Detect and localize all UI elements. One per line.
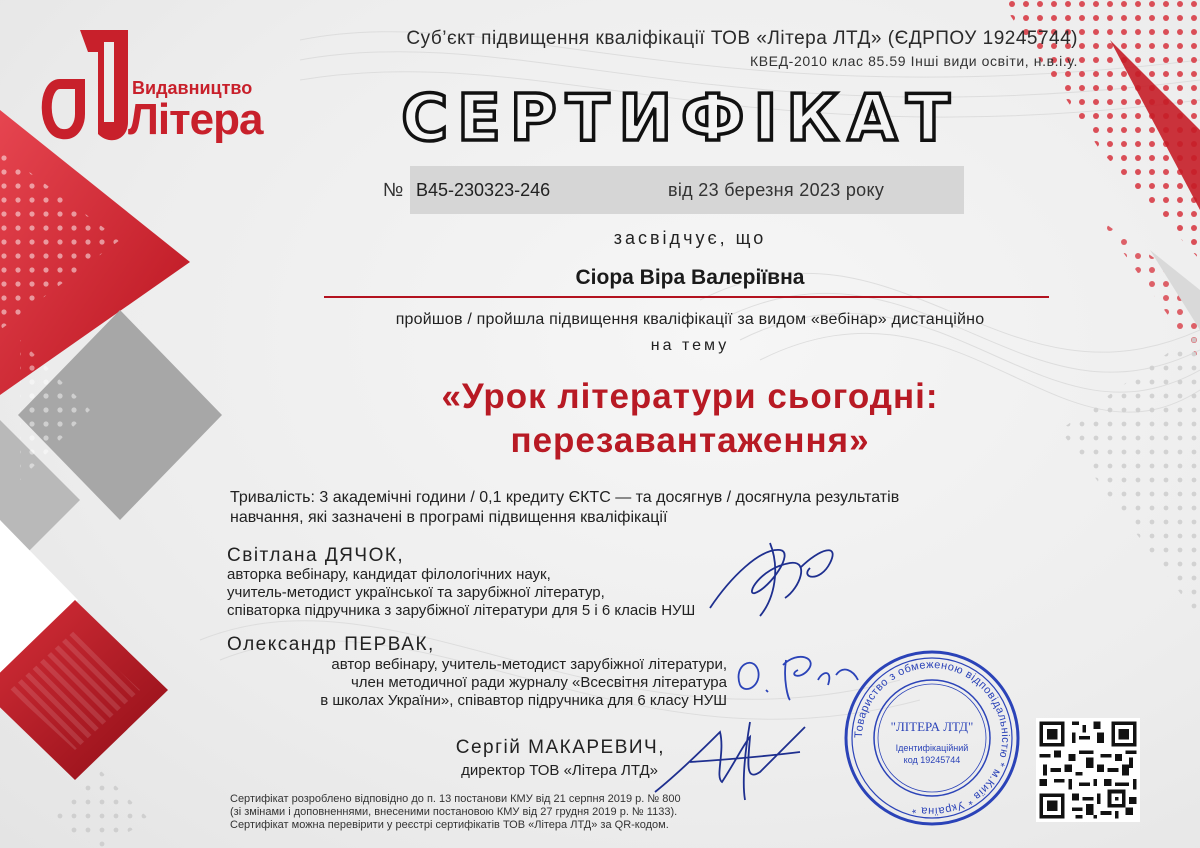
signatory-2-description — [227, 656, 727, 710]
signatory-3-name: Сергій МАКАРЕВИЧ, — [455, 737, 665, 758]
legal-footer — [230, 793, 830, 832]
stamp-ring-text: Товариство з обмеженою відповідальністю * м.Київ * Україна * — [852, 658, 1012, 818]
footer-line: (зі змінами і доповненнями, внесеними постановою КМУ від 27 грудня 2019 р. № 1133). — [230, 806, 678, 818]
signatory-1-desc-line: авторка вебінару, кандидат філологічних наук, — [227, 566, 551, 583]
qr-code-icon[interactable] — [1036, 718, 1140, 822]
signatory-2-name: Олександр ПЕРВАК, — [227, 634, 435, 655]
recipient-underline — [324, 296, 1049, 298]
certificate-title: СЕРТИФІКАТ — [401, 82, 959, 156]
topic-line-2: перезавантаження» — [510, 421, 870, 460]
signature-1-icon — [700, 538, 850, 618]
duration-line-1: Тривалість: 3 академічні години / 0,1 кредиту ЄКТС — та досягнув / досягнула результатів — [230, 489, 900, 506]
topic-line-1: «Урок літератури сьогодні: — [441, 377, 939, 416]
certificate-number: B45-230323-246 — [416, 180, 551, 200]
signatory-3-description: директор ТОВ «Літера ЛТД» — [461, 762, 658, 779]
svg-text:Товариство з обмеженою відпові — [853, 659, 1011, 817]
duration-line-2: навчання, які зазначені в програмі підвищення кваліфікації — [230, 509, 668, 526]
signatory-1-name: Світлана ДЯЧОК, — [227, 545, 405, 566]
number-sign: № — [383, 180, 404, 201]
webinar-topic — [300, 375, 1080, 463]
stamp-company-name: "ЛІТЕРА ЛТД" — [890, 719, 974, 734]
kved-line: КВЕД-2010 клас 85.59 Інші види освіти, н.в.і.у. — [749, 53, 1078, 69]
logo-main-text: Літера — [128, 95, 263, 144]
signature-3-icon — [650, 712, 810, 802]
completion-text: пройшов / пройшла підвищення кваліфікації за видом «вебінар» дистанційно — [395, 311, 985, 328]
certifies-text: засвідчує, що — [613, 228, 767, 248]
footer-line: Сертифікат можна перевірити у реєстрі сертифікатів ТОВ «Літера ЛТД» за QR-кодом. — [230, 819, 669, 831]
signatory-2-desc-line: член методичної ради журналу «Всесвітня література — [350, 674, 727, 691]
signatory-2-desc-line: автор вебінару, учитель-методист зарубіжної літератури, — [331, 656, 727, 673]
certificate-date: від 23 березня 2023 року — [668, 180, 885, 200]
signatory-2-desc-line: в школах України», співавтор підручника для 6 класу НУШ — [320, 692, 727, 709]
duration-text — [230, 488, 1080, 528]
stamp-id-label: Ідентифікаційний — [895, 743, 969, 753]
topic-label: на тему — [650, 337, 730, 354]
company-stamp-icon — [843, 649, 1021, 827]
recipient-name: Сіора Віра Валеріївна — [575, 266, 805, 289]
signatory-1-desc-line: учитель-методист української та зарубіжної літератур, — [227, 584, 605, 601]
stamp-id-code: код 19245744 — [903, 755, 961, 765]
issuer-line: Суб’єкт підвищення кваліфікації ТОВ «Літера ЛТД» (ЄДРПОУ 19245744) — [406, 28, 1078, 49]
signatory-1-desc-line: співаторка підручника з зарубіжної літератури для 5 і 6 класів НУШ — [227, 602, 696, 619]
logo-top-text: Видавництво — [132, 78, 253, 98]
footer-line: Сертифікат розроблено відповідно до п. 13 постанови КМУ від 21 серпня 2019 р. № 800 — [230, 793, 681, 805]
